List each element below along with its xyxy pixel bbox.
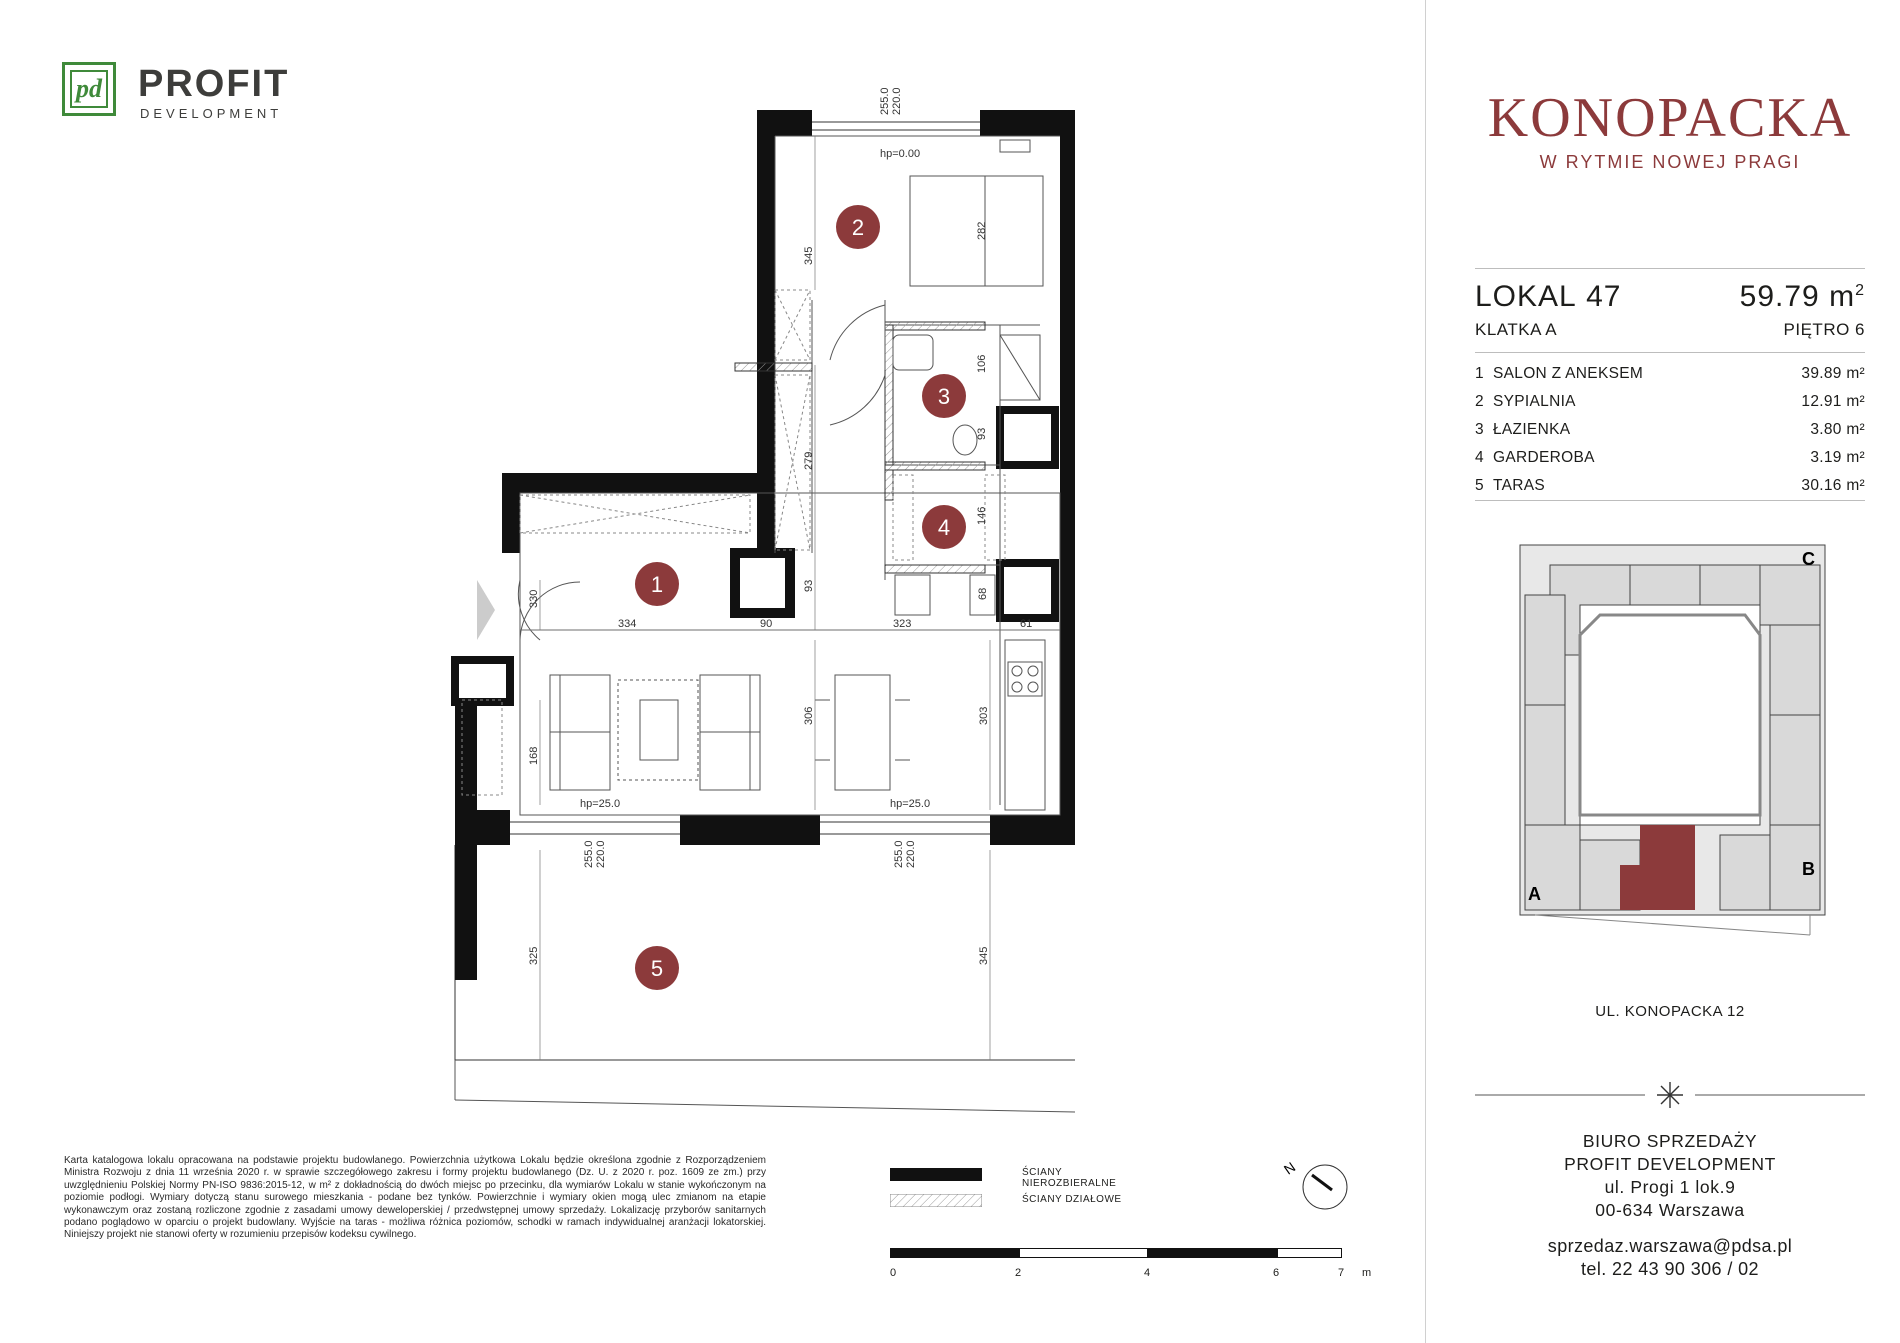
- terrace-outline: [455, 845, 1075, 1112]
- scale-tick-0: 0: [890, 1267, 897, 1279]
- divider-top: [1475, 268, 1865, 269]
- room-row: 4 GARDEROBA 3.19 m²: [1475, 449, 1865, 466]
- dim-255a: 255.0: [879, 87, 891, 115]
- phone: tel. 22 43 90 306 / 02: [1581, 1259, 1759, 1279]
- keyplan-label-b: B: [1802, 859, 1815, 879]
- dim-106: 106: [976, 354, 988, 373]
- sales-office: [1475, 1130, 1865, 1222]
- compass-n: N: [1280, 1158, 1299, 1178]
- pd-logo-icon: pd: [62, 62, 116, 116]
- keyplan-label-c: C: [1802, 549, 1815, 569]
- dim-279: 279: [803, 451, 815, 470]
- room-row: 3 ŁAZIENKA 3.80 m²: [1475, 421, 1865, 438]
- room-row: 2 SYPIALNIA 12.91 m²: [1475, 393, 1865, 410]
- dim-306: 306: [803, 706, 815, 725]
- living-furniture: [550, 675, 910, 790]
- brand-tagline: W RYTMIE NOWEJ PRAGI: [1539, 152, 1801, 172]
- dim-334: 334: [618, 618, 637, 630]
- street-label: UL. KONOPACKA 12: [1595, 1003, 1745, 1020]
- room-row: 5 TARAS 30.16 m²: [1475, 477, 1865, 494]
- logo-name: PROFIT: [138, 63, 290, 105]
- dim-255c: 255.0: [893, 840, 905, 868]
- office-line4: 00-634 Warszawa: [1595, 1200, 1745, 1220]
- office-line3: ul. Progi 1 lok.9: [1604, 1177, 1736, 1197]
- scale-tick-2: 2: [1015, 1267, 1022, 1279]
- wall-legend: [890, 1160, 1150, 1210]
- dim-303: 303: [978, 706, 990, 725]
- dim-255b: 255.0: [583, 840, 595, 868]
- scale-tick-6: 6: [1273, 1267, 1280, 1279]
- lokal-title: LOKAL 47: [1475, 280, 1622, 313]
- dim-220b: 220.0: [595, 840, 607, 868]
- dim-hp25b: hp=25.0: [890, 798, 931, 810]
- email-link[interactable]: sprzedaz.warszawa@pdsa.pl: [1547, 1236, 1793, 1256]
- logo-sub: DEVELOPMENT: [140, 106, 283, 121]
- kitchen: [1005, 640, 1045, 810]
- compass-icon: [1280, 1155, 1350, 1215]
- legend-partition-label: ŚCIANY DZIAŁOWE: [1022, 1194, 1122, 1205]
- dim-93b: 93: [803, 579, 815, 592]
- brand-block: [1470, 88, 1870, 173]
- dim-325: 325: [528, 946, 540, 965]
- divider-mid: [1475, 352, 1865, 353]
- dim-323: 323: [893, 618, 912, 630]
- wardrobes: [462, 290, 1005, 795]
- room-badge-4-label: 4: [937, 515, 951, 540]
- bed: [910, 140, 1043, 286]
- profit-logo: [62, 62, 312, 122]
- dim-93a: 93: [976, 427, 988, 440]
- keyplan-label-a: A: [1528, 884, 1541, 904]
- dim-345: 345: [803, 246, 815, 265]
- dim-345b: 345: [978, 946, 990, 965]
- dim-146: 146: [976, 506, 988, 525]
- scale-tick-4: 4: [1144, 1267, 1151, 1279]
- dim-hp0: hp=0.00: [880, 148, 921, 160]
- dim-61: 61: [1020, 618, 1033, 630]
- dim-220c: 220.0: [905, 840, 917, 868]
- vertical-divider: [1425, 0, 1426, 1343]
- room-row: 1 SALON Z ANEKSEM 39.89 m²: [1475, 365, 1865, 382]
- unit-header: [1475, 280, 1865, 340]
- dim-220a: 220.0: [891, 87, 903, 115]
- room-badge-3-label: 3: [937, 384, 951, 409]
- ornament-divider: [1475, 1080, 1865, 1110]
- floor-plan: [0, 0, 1100, 1150]
- dim-hp25a: hp=25.0: [580, 798, 621, 810]
- room-badge-1-label: 1: [650, 572, 664, 597]
- entrance-arrow: [477, 580, 495, 640]
- unit-area: 59.79 $m^2$: [1739, 280, 1865, 313]
- room-list: [1475, 360, 1865, 500]
- brand-title: KONOPACKA: [1487, 87, 1853, 149]
- dim-282: 282: [976, 221, 988, 240]
- building-key-plan: [1480, 535, 1848, 995]
- doors: [518, 305, 885, 640]
- structural-wall-swatch: [890, 1168, 982, 1181]
- floor: PIĘTRO 6: [1783, 320, 1865, 339]
- room-badge-5-label: 5: [650, 956, 664, 981]
- dim-68: 68: [977, 587, 989, 600]
- disclaimer-note: Karta katalogowa lokalu opracowana na podstawie projektu budowlanego. Powierzchnia użytkowa Lokalu będzie określona zgodnie z Rozporządzeniem Ministra Rozwoju z dnia 11 września 2020 r. w sprawie szczegółowego zakresu i formy projektu budowlanego (Dz. U. z 2020 r. poz. 1609 ze zm.) przy uwzględnieniu Polskiej Normy PN-ISO 9836:2015-12, w m² z dokładnością do dwóch miejsc po przecinku, dla wymiarów Lokalu w stanie wykończonym na poziomie podłogi. Wymiary dotyczą stanu surowego mieszkania - podane bez tynków. Powierzchnie i wymiary okien mogą ulec zmianom na etapie wykonawczym oraz zostaną rozliczone zgodnie z zasadami umowy deweloperskiej / przedwstępnej umowy sprzedaży. Lokalizację przyborów sanitarnych podano poglądowo w oparciu o projekt budowlany. Wyjście na taras - możliwa różnica poziomów, schodki w ramach indywidualnej aranżacji lokatorskiej. Niniejszy projekt nie stanowi oferty w rozumieniu przepisów kodeksu cywilnego.: [64, 1155, 766, 1241]
- legend-structural-label: ŚCIANY NIEROZBIERALNE: [1022, 1167, 1117, 1189]
- scale-bar: [890, 1245, 1390, 1285]
- scale-tick-7: 7: [1338, 1267, 1345, 1279]
- contact-block: [1475, 1235, 1865, 1281]
- dim-90: 90: [760, 618, 773, 630]
- dim-330: 330: [528, 589, 540, 608]
- partition-wall-swatch: [890, 1194, 982, 1207]
- scale-unit: m: [1362, 1267, 1372, 1279]
- dim-168: 168: [528, 746, 540, 765]
- room-badge-2-label: 2: [851, 215, 865, 240]
- office-line2: PROFIT DEVELOPMENT: [1564, 1154, 1776, 1174]
- office-line1: BIURO SPRZEDAŻY: [1582, 1131, 1758, 1151]
- staircase: KLATKA A: [1475, 320, 1558, 339]
- divider-rooms: [1475, 500, 1865, 501]
